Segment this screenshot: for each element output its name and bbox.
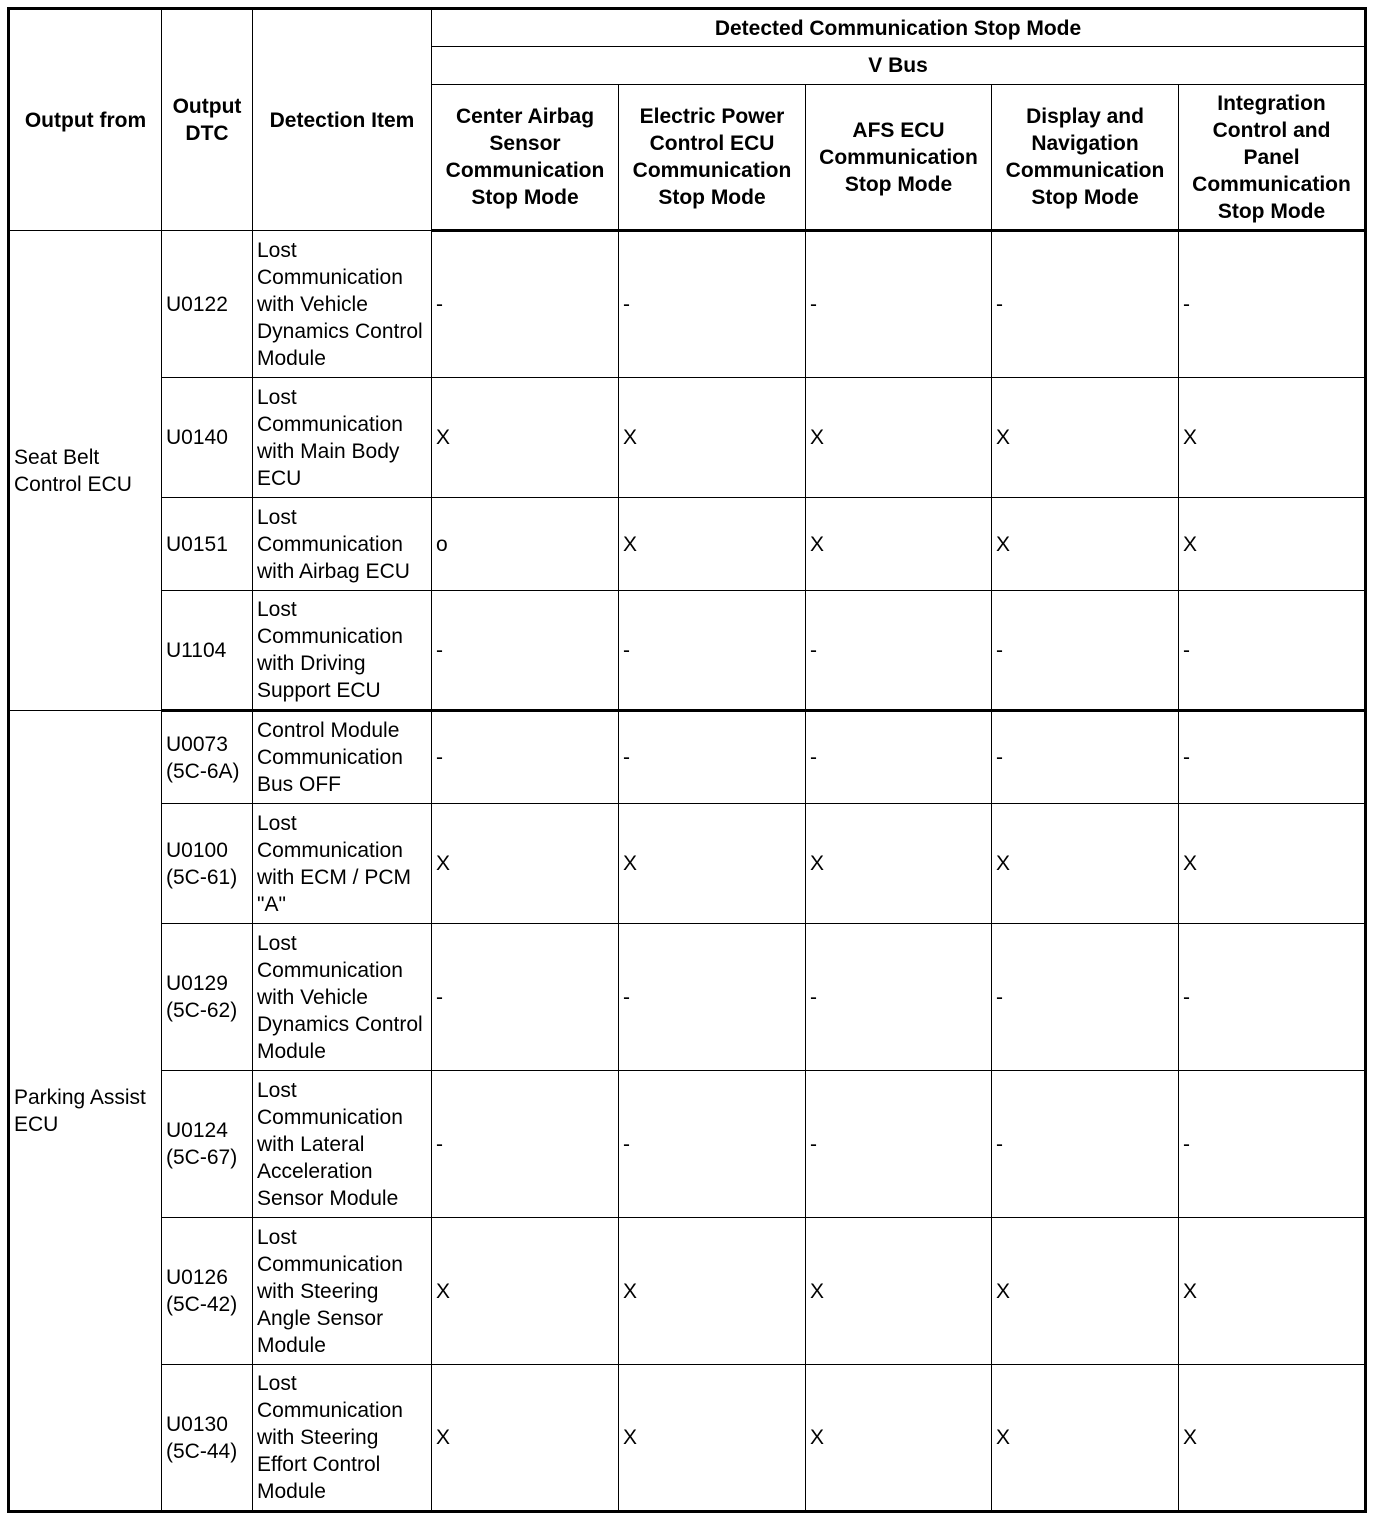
value-cell: X <box>1179 1365 1366 1512</box>
value-cell: X <box>432 378 619 498</box>
value-cell: - <box>1179 591 1366 711</box>
value-cell: X <box>992 1218 1179 1365</box>
table-row <box>9 591 1366 711</box>
dtc-cell: U0151 <box>162 498 253 591</box>
value-cell: - <box>806 1071 992 1218</box>
detection-item-cell: Lost Communication with Airbag ECU <box>253 498 432 591</box>
header-output-dtc: Output DTC <box>162 9 253 231</box>
detection-item-cell: Lost Communication with Lateral Acceleration Sensor Module <box>253 1071 432 1218</box>
output-from-cell: Seat Belt Control ECU <box>9 231 162 711</box>
value-cell: X <box>992 1365 1179 1512</box>
header-v-bus: V Bus <box>432 47 1366 85</box>
value-cell: - <box>1179 1071 1366 1218</box>
value-cell: - <box>992 231 1179 378</box>
detection-item-cell: Lost Communication with ECM / PCM "A" <box>253 804 432 924</box>
value-cell: X <box>806 1365 992 1512</box>
dtc-cell: U0126 (5C-42) <box>162 1218 253 1365</box>
value-cell: X <box>432 1218 619 1365</box>
header-mode: Display and Navigation Communication Stop Mode <box>992 85 1179 231</box>
value-cell: - <box>992 1071 1179 1218</box>
value-cell: X <box>432 1365 619 1512</box>
dtc-cell: U0122 <box>162 231 253 378</box>
value-cell: - <box>619 711 806 804</box>
value-cell: - <box>1179 924 1366 1071</box>
value-cell: X <box>992 378 1179 498</box>
value-cell: o <box>432 498 619 591</box>
value-cell: - <box>619 1071 806 1218</box>
value-cell: X <box>992 498 1179 591</box>
table-row <box>9 378 1366 498</box>
value-cell: X <box>1179 378 1366 498</box>
header-mode: Integration Control and Panel Communication Stop Mode <box>1179 85 1366 231</box>
dtc-cell: U1104 <box>162 591 253 711</box>
value-cell: X <box>1179 804 1366 924</box>
dtc-cell: U0140 <box>162 378 253 498</box>
table-row <box>9 1218 1366 1365</box>
table-row <box>9 1071 1366 1218</box>
parking-assist-ecu-group <box>9 711 1366 1512</box>
value-cell: - <box>619 591 806 711</box>
value-cell: X <box>806 378 992 498</box>
table-row <box>9 231 1366 378</box>
value-cell: X <box>619 804 806 924</box>
value-cell: X <box>1179 498 1366 591</box>
value-cell: - <box>432 1071 619 1218</box>
detection-item-cell: Lost Communication with Vehicle Dynamics Control Module <box>253 231 432 378</box>
header-mode: AFS ECU Communication Stop Mode <box>806 85 992 231</box>
value-cell: X <box>619 378 806 498</box>
value-cell: - <box>619 231 806 378</box>
detection-item-cell: Lost Communication with Vehicle Dynamics Control Module <box>253 924 432 1071</box>
dtc-cell: U0100 (5C-61) <box>162 804 253 924</box>
value-cell: X <box>806 498 992 591</box>
detection-item-cell: Lost Communication with Driving Support ECU <box>253 591 432 711</box>
detection-item-cell: Lost Communication with Steering Angle Sensor Module <box>253 1218 432 1365</box>
value-cell: - <box>806 711 992 804</box>
dtc-cell: U0124 (5C-67) <box>162 1071 253 1218</box>
detection-item-cell: Lost Communication with Main Body ECU <box>253 378 432 498</box>
value-cell: X <box>432 804 619 924</box>
value-cell: - <box>432 924 619 1071</box>
value-cell: - <box>992 591 1179 711</box>
table-row <box>9 711 1366 804</box>
header-detection-item: Detection Item <box>253 9 432 231</box>
value-cell: - <box>1179 231 1366 378</box>
detection-item-cell: Lost Communication with Steering Effort Control Module <box>253 1365 432 1512</box>
value-cell: - <box>432 711 619 804</box>
table-row <box>9 1365 1366 1512</box>
table-row <box>9 924 1366 1071</box>
header-mode: Center Airbag Sensor Communication Stop Mode <box>432 85 619 231</box>
value-cell: X <box>619 1218 806 1365</box>
value-cell: - <box>806 924 992 1071</box>
detection-item-cell: Control Module Communication Bus OFF <box>253 711 432 804</box>
value-cell: X <box>619 498 806 591</box>
dtc-communication-stop-table <box>7 7 1367 1513</box>
value-cell: - <box>619 924 806 1071</box>
header-detected-communication-stop-mode: Detected Communication Stop Mode <box>432 9 1366 47</box>
value-cell: - <box>806 231 992 378</box>
seat-belt-control-ecu-group <box>9 231 1366 711</box>
value-cell: X <box>619 1365 806 1512</box>
table-row <box>9 804 1366 924</box>
dtc-cell: U0129 (5C-62) <box>162 924 253 1071</box>
header-output-from: Output from <box>9 9 162 231</box>
dtc-cell: U0073 (5C-6A) <box>162 711 253 804</box>
value-cell: - <box>806 591 992 711</box>
dtc-cell: U0130 (5C-44) <box>162 1365 253 1512</box>
value-cell: X <box>806 804 992 924</box>
value-cell: X <box>992 804 1179 924</box>
output-from-cell: Parking Assist ECU <box>9 711 162 1512</box>
value-cell: - <box>992 711 1179 804</box>
value-cell: X <box>1179 1218 1366 1365</box>
table-row <box>9 498 1366 591</box>
value-cell: - <box>432 591 619 711</box>
value-cell: - <box>432 231 619 378</box>
table-header <box>9 9 1366 231</box>
header-mode: Electric Power Control ECU Communication Stop Mode <box>619 85 806 231</box>
value-cell: - <box>992 924 1179 1071</box>
value-cell: X <box>806 1218 992 1365</box>
value-cell: - <box>1179 711 1366 804</box>
